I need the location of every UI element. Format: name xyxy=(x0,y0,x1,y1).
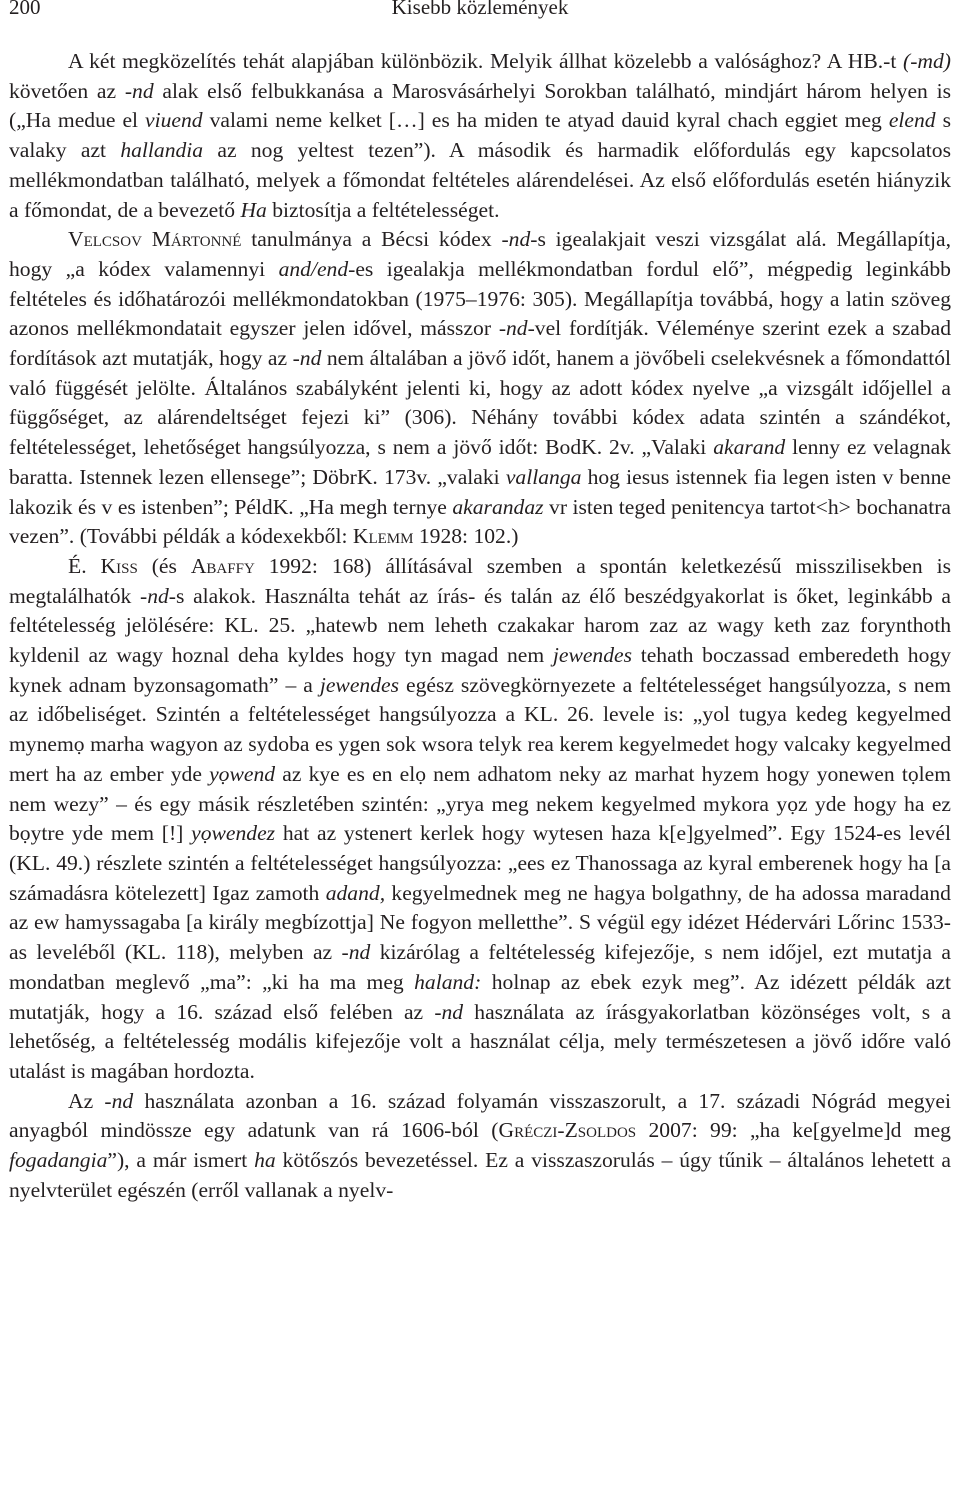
text-segment: -s igealakjait veszi vizsgálat alá. Megállapítja, hogy „a kódex valamennyi xyxy=(9,227,951,281)
text-segment: ”), a már ismert xyxy=(107,1148,255,1173)
italic-text: jewendes xyxy=(319,672,399,697)
article-body xyxy=(9,47,951,1205)
italic-text: and/end xyxy=(278,256,349,281)
text-segment: az kye es en elọ nem adhatom neky az marhat hyzem hogy yonewen tọlem nem wezy” – és egy másik részletében szintén: „yrya meg nekem kegyelmed mykora yọz yde hogy ha ez bọytre yde mem [!] xyxy=(9,761,951,846)
page-number: 200 xyxy=(9,0,41,19)
italic-text: haland: xyxy=(414,969,482,994)
text-segment: hat az ystenert kerlek hogy wytesen haza k[e]gyelmed”. Egy 1524-es levél (KL. 49.) részlete szintén a feltételességet hangsúlyozza: „ees ez Thanossaga az kyral emberenek hogy ha [a számadásra kötelezett] Igaz zamoth xyxy=(9,821,952,905)
running-title: Kisebb közlemények xyxy=(391,0,569,19)
text-segment: holnap az ebek ezyk meg”. Az idézett példák azt mutatják, hogy a 16. század első felében az xyxy=(9,969,951,1024)
italic-text: Ha xyxy=(240,197,267,222)
italic-text: adand, xyxy=(325,880,386,905)
italic-text: akarand xyxy=(713,435,786,460)
italic-text: jewendes xyxy=(552,643,633,668)
text-segment: Az xyxy=(68,1088,105,1113)
text-segment: 1992: 168) állításával szemben a spontán keletkezésű misszilisekben is megtalálhatók xyxy=(9,553,951,608)
italic-text: akarandaz xyxy=(452,494,544,519)
text-segment: s valaky azt xyxy=(9,108,951,163)
italic-text: elend xyxy=(888,108,936,133)
text-segment: tanulmánya a Bécsi kódex xyxy=(241,227,502,252)
paragraph-3 xyxy=(9,552,951,1087)
italic-text: yọwendez xyxy=(191,821,276,846)
italic-text: -nd xyxy=(341,940,371,965)
text-segment: A két megközelítés tehát alapjában különbözik. Melyik állhat közelebb a valósághoz? A HB.-t xyxy=(68,49,904,73)
text-segment: vr isten teged penitencya tartot<h> bochanatra vezen”. (További példák a kódexekből: xyxy=(9,494,951,549)
italic-text: -nd xyxy=(498,316,528,341)
page xyxy=(9,0,951,1205)
text-segment: tehath boczassad emberedeth hogy kynek adnam byzonsagomath” – a xyxy=(9,643,951,697)
italic-text: -nd xyxy=(292,346,322,371)
author-name: Gréczi-Zsoldos xyxy=(498,1118,637,1143)
text-segment: (és xyxy=(137,553,191,578)
italic-text: hallandia xyxy=(120,138,204,163)
paragraph-4 xyxy=(9,1087,951,1206)
text-segment: kegyelmednek meg ne hagya bolgathny, de ha adossa maradand az ew hamyssagaba [a király megbízottja] Ne fogyon melletthe”. S végül egy idézet Hédervári Lőrinc 1533-as leveléből (KL. 118), melyben az xyxy=(9,880,951,965)
italic-text: -nd xyxy=(124,78,154,103)
text-segment: -vel fordítják. Véleménye szerint ezek a szabad fordítások azt mutatják, hogy az xyxy=(9,316,951,371)
paragraph-1 xyxy=(9,47,951,225)
italic-text: viuend xyxy=(145,108,203,133)
text-segment: kötőszós bevezetéssel. Ez a visszaszorulás – úgy tűnik – általános lehetett a nyelvterület egészén (erről vallanak a nyelv- xyxy=(9,1148,951,1202)
text-segment: valami neme kelket […] es ha miden te atyad dauid kyral chach eggiet meg xyxy=(202,108,889,133)
italic-text: ha xyxy=(254,1148,276,1173)
text-segment: az nog yeltest tezen”). A második és harmadik előfordulás egy kapcsolatos mellékmondatban található, melyek a főmondat feltételes alárendelései. Az első előfordulás esetén hiányzik a főmondat, de a bevezető xyxy=(9,138,952,222)
text-segment: hog iesus istennek fia legen isten v benne lakozik és v es istenben”; PéldK. „Ha megh ternye xyxy=(9,464,951,519)
page-header xyxy=(9,0,951,34)
author-name: Klemm xyxy=(352,524,414,549)
text-segment: használata azonban a 16. század folyamán visszaszorult, a 17. századi Nógrád megyei anyagból mindössze egy adatunk van rá 1606-ból ( xyxy=(9,1088,951,1143)
text-segment: 2007: 99: „ha ke[gyelme]d meg xyxy=(636,1118,951,1143)
italic-text: vallanga xyxy=(505,464,582,489)
text-segment: használata az írásgyakorlatban közönséges volt, s a lehetőség, a feltételesség modális kifejezője volt a használat célja, mely természetesen a jövő időre való utalást is magában hordozta. xyxy=(9,999,951,1083)
italic-text: (-md) xyxy=(903,49,951,73)
italic-text: -nd xyxy=(104,1088,134,1113)
text-segment: kizárólag a feltételesség kifejezője, s nem időjel, ezt mutatja a mondatban meglevő „ma”: „ki ha ma meg xyxy=(9,940,951,994)
italic-text: -nd xyxy=(501,227,531,252)
text-segment: nem általában a jövő időt, hanem a jövőbeli cselekvésnek a főmondattól való függését jelölte. Általános szabályként jelenti ki, hogy az adott kódex nyelve „a vizsgált időjellel a függőséget, az alárendeltséget fejezi ki” (306). Néhány további kódex adata szintén a szándékot, feltételességet, lehetőséget hangsúlyozza, s nem a jövő időt: BodK. 2v. „Valaki xyxy=(9,346,951,460)
italic-text: -nd xyxy=(140,583,169,608)
text-segment: követően az xyxy=(9,78,125,103)
text-segment: 1928: 102.) xyxy=(413,524,519,549)
italic-text: yọwend xyxy=(209,761,276,786)
text-segment: -s alakok. Használta tehát az írás- és talán az élő beszédgyakorlat is őket, leginkább a feltételesség jelölésére: KL. 25. „hatewb nem leheth czakakar harom zaz az wagy keth zaz forynthoth kyldenil az wagy hoznal deha kyldes hogy tyn magad nem xyxy=(9,583,951,668)
text-segment: biztosítja a feltételességet. xyxy=(266,197,500,222)
text-segment: alak első felbukkanása a Marosvásárhelyi Sorokban található, mindjárt három helyen is („Ha medue el xyxy=(9,78,951,133)
author-name: Velcsov Mártonné xyxy=(68,227,242,252)
italic-text: -nd xyxy=(434,999,464,1024)
text-segment: -es igealakja mellékmondatban fordul elő”, mégpedig leginkább feltételes és időhatározói mellékmondatokban (1975–1976: 305). Megállapítja továbbá, hogy a latin szöveg azonos mellékmondatait egyszer jelen idővel, másszor xyxy=(9,256,951,341)
author-name: Abaffy xyxy=(190,553,255,578)
text-segment: lenny ez velagnak baratta. Istennek lezen ellensege”; DöbrK. 173v. „valaki xyxy=(9,435,951,489)
paragraph-2 xyxy=(9,225,951,552)
text-segment: egész szövegkörnyezete a feltételességet hangsúlyozza, s nem az időbeliséget. Szintén a feltételességet hangsúlyozza a KL. 26. levele is: „yol tugya kedeg kegyelmed mynemọ marha wagyon az sydoba es ygen sok wsora telyk rea kerem kegyelmedet hogy valcaky kegyelmed mert ha az ember yde xyxy=(9,672,951,786)
author-name: É. Kiss xyxy=(68,553,138,578)
italic-text: fogadangia xyxy=(9,1148,108,1173)
